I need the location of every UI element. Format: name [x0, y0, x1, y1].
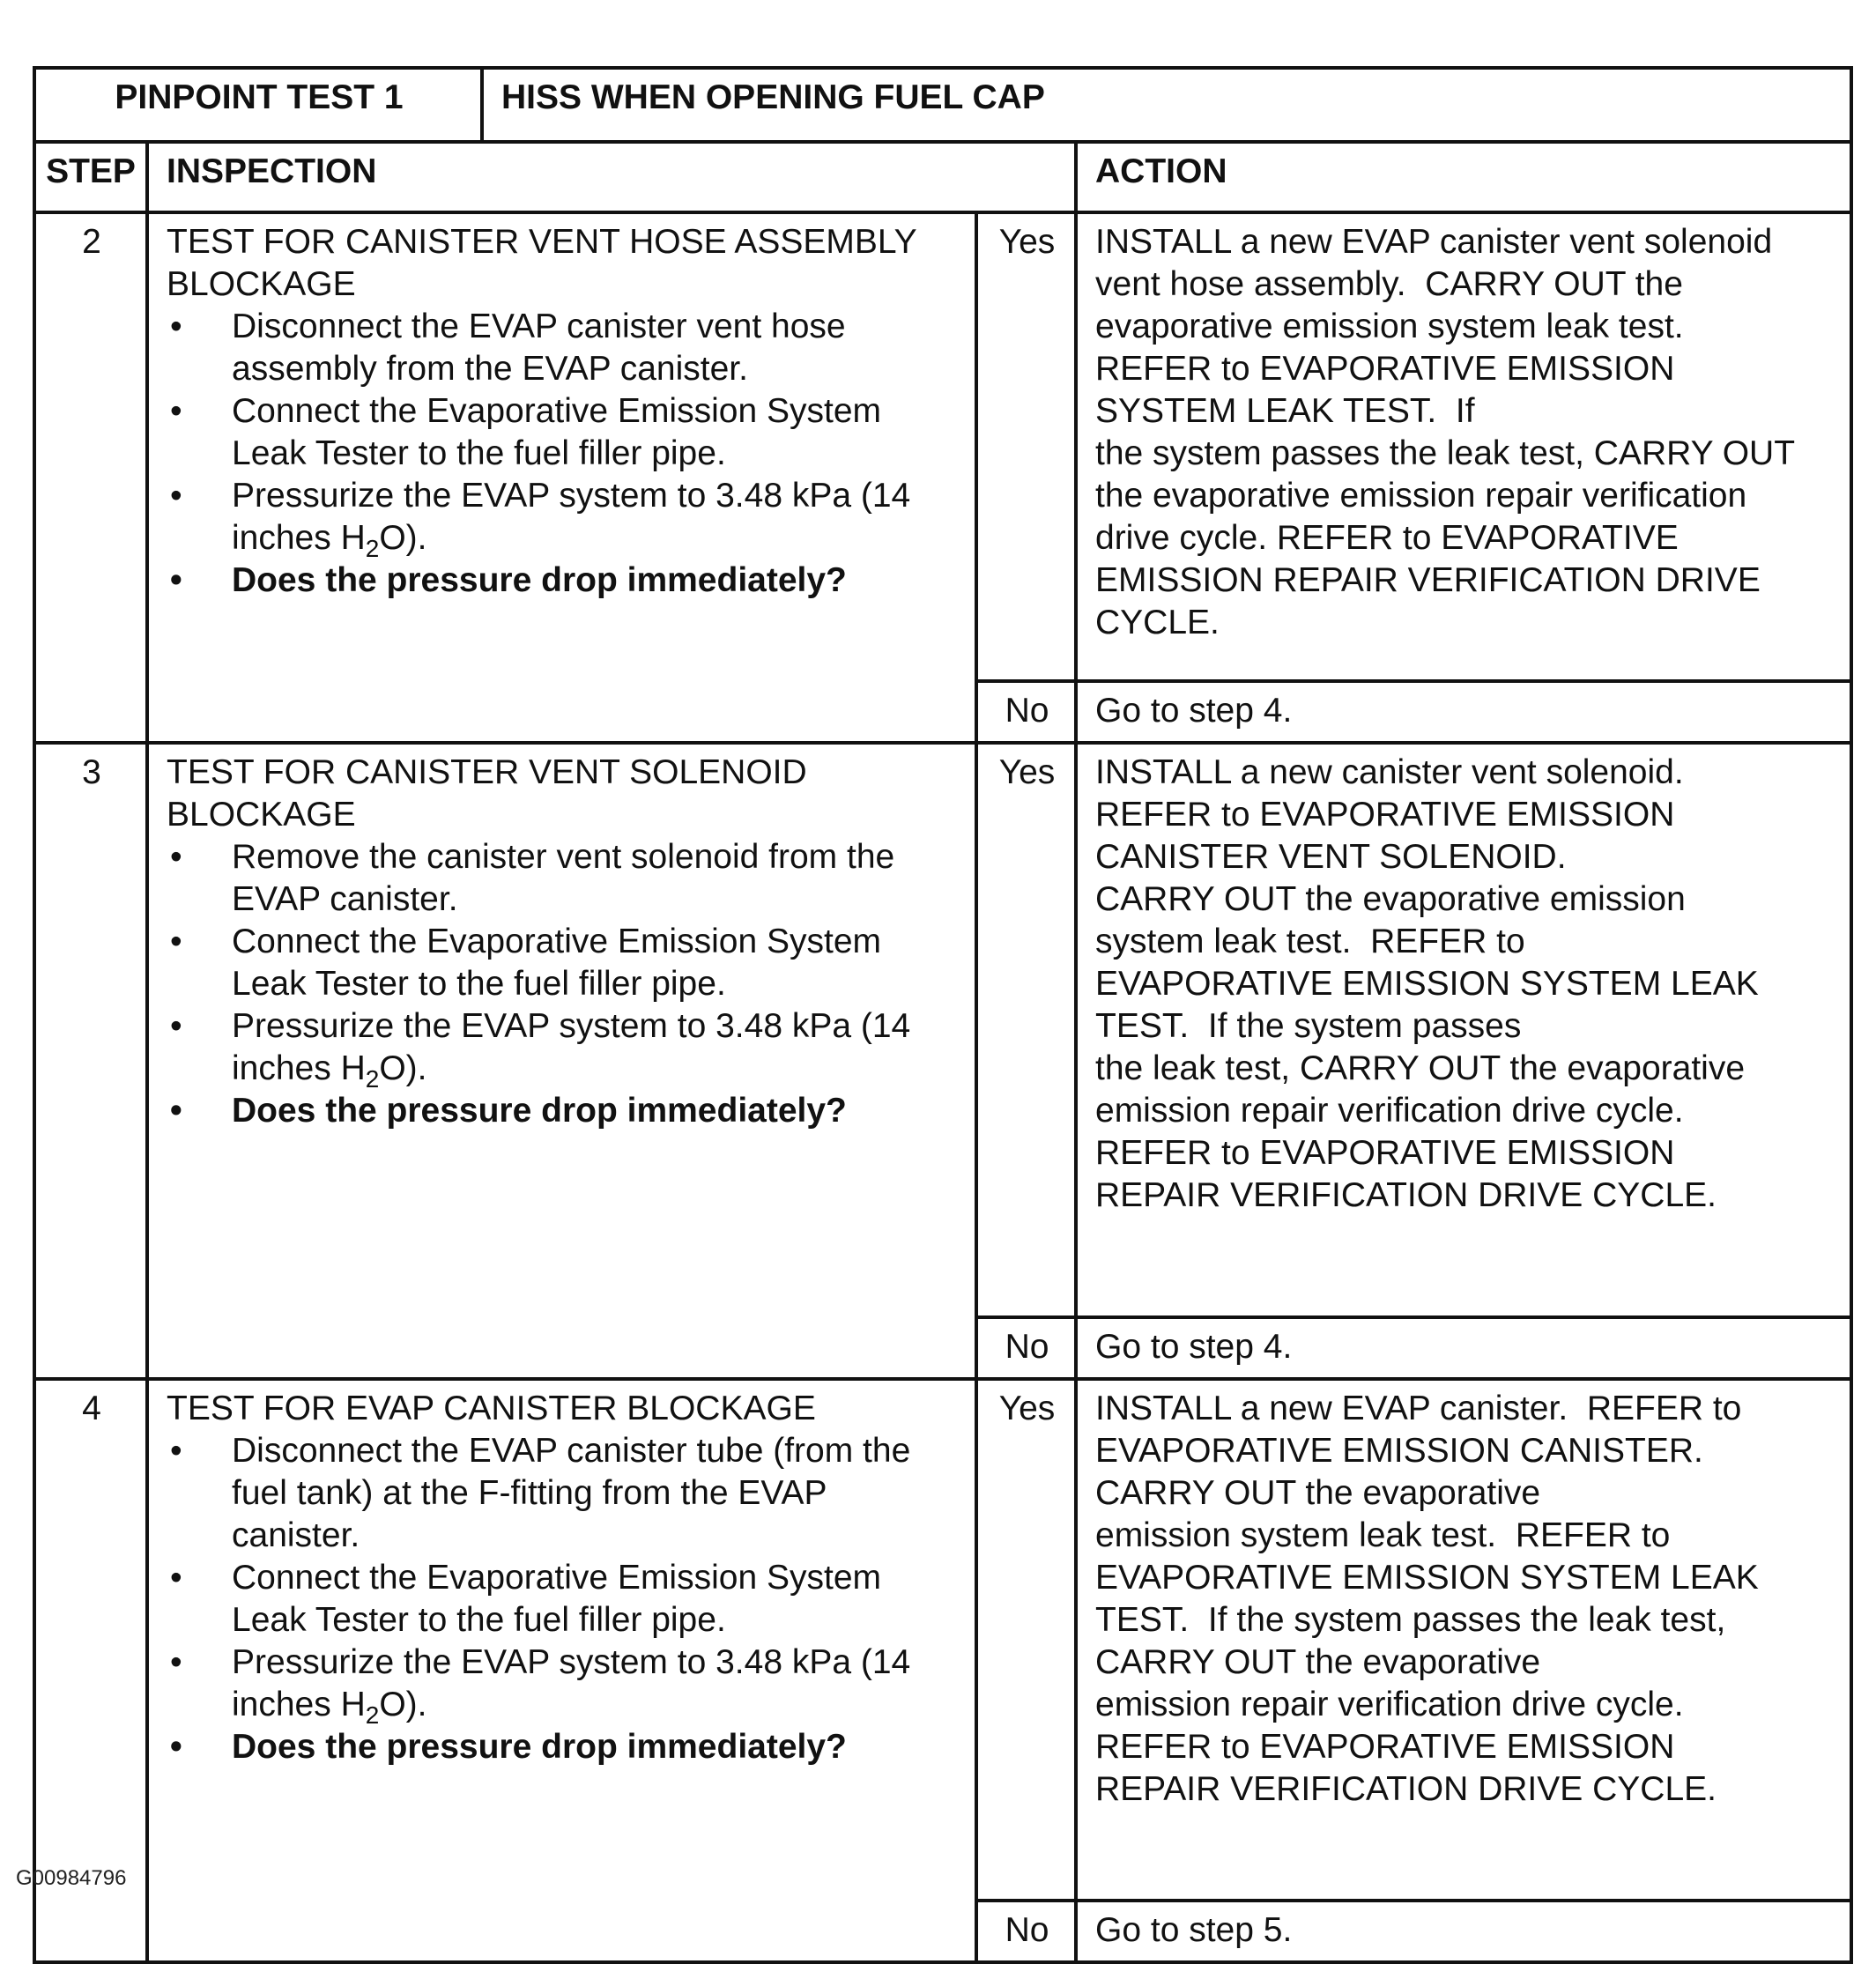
- bullet-text: Disconnect the EVAP canister vent hose assembly from the EVAP canister.: [232, 308, 846, 388]
- no-label: No: [976, 1901, 1076, 1962]
- bullet-icon: •: [170, 1432, 182, 1470]
- action-line: the leak test, CARRY OUT the evaporative: [1095, 1049, 1746, 1087]
- inspection-bullet-list: [167, 1430, 959, 1768]
- action-line: REPAIR VERIFICATION DRIVE CYCLE.: [1095, 1176, 1717, 1214]
- no-action: Go to step 4.: [1076, 1317, 1851, 1379]
- test-step-title-line: BLOCKAGE: [167, 265, 356, 303]
- inspection-bullet: [167, 836, 959, 921]
- action-line: REFER to EVAPORATIVE EMISSION: [1095, 350, 1675, 388]
- test-step-title: [167, 221, 959, 306]
- bullet-icon: •: [170, 923, 182, 960]
- header-row: [34, 142, 1851, 212]
- inspection-bullet: [167, 1005, 959, 1093]
- subscript: 2: [365, 1701, 380, 1729]
- test-number: PINPOINT TEST 1: [34, 68, 482, 142]
- action-line: emission repair verification drive cycle.: [1095, 1686, 1684, 1723]
- step-number: 2: [34, 212, 147, 743]
- action-line: emission repair verification drive cycle.: [1095, 1092, 1684, 1130]
- action-line: CARRY OUT the evaporative: [1095, 1474, 1541, 1512]
- step-number: 3: [34, 743, 147, 1379]
- figure-id: G00984796: [16, 1866, 127, 1890]
- action-line: CARRY OUT the evaporative emission: [1095, 880, 1686, 918]
- action-line: INSTALL a new EVAP canister vent solenoid: [1095, 223, 1773, 261]
- inspection-cell: [147, 1379, 976, 1962]
- action-line: EVAPORATIVE EMISSION SYSTEM LEAK: [1095, 1559, 1759, 1597]
- title-row: [34, 68, 1851, 142]
- no-label: No: [976, 681, 1076, 743]
- action-line: emission system leak test. REFER to: [1095, 1516, 1671, 1554]
- step-row: [34, 212, 1851, 681]
- test-step-title-line: BLOCKAGE: [167, 796, 356, 834]
- action-line: REFER to EVAPORATIVE EMISSION: [1095, 796, 1675, 834]
- step-row: [34, 1379, 1851, 1901]
- yes-action: [1076, 212, 1851, 681]
- test-step-title-line: TEST FOR EVAP CANISTER BLOCKAGE: [167, 1390, 816, 1427]
- bullet-icon: •: [170, 1643, 182, 1681]
- inspection-bullet: [167, 921, 959, 1005]
- bullet-text: Pressurize the EVAP system to 3.48 kPa (14 inches H: [232, 477, 911, 557]
- yes-label: Yes: [976, 743, 1076, 1317]
- bullet-text: Disconnect the EVAP canister tube (from the fuel tank) at the F-fitting from the EVAP canister.: [232, 1432, 911, 1554]
- action-line: INSTALL a new canister vent solenoid.: [1095, 753, 1684, 791]
- bullet-icon: •: [170, 1007, 182, 1045]
- action-line: SYSTEM LEAK TEST. If: [1095, 392, 1475, 430]
- action-line: evaporative emission system leak test.: [1095, 308, 1684, 345]
- pinpoint-test-table: [33, 66, 1853, 1964]
- bullet-text: Does the pressure drop immediately?: [232, 1728, 847, 1766]
- test-step-title-line: TEST FOR CANISTER VENT HOSE ASSEMBLY: [167, 223, 917, 261]
- bullet-icon: •: [170, 1728, 182, 1766]
- inspection-cell: [147, 743, 976, 1379]
- action-line: CARRY OUT the evaporative: [1095, 1643, 1541, 1681]
- inspection-question: [167, 560, 959, 602]
- action-line: drive cycle. REFER to EVAPORATIVE: [1095, 519, 1679, 557]
- test-title: HISS WHEN OPENING FUEL CAP: [482, 68, 1851, 142]
- test-step-title-line: TEST FOR CANISTER VENT SOLENOID: [167, 753, 807, 791]
- bullet-text: Connect the Evaporative Emission System Leak Tester to the fuel filler pipe.: [232, 392, 882, 472]
- test-step-title: [167, 1388, 959, 1430]
- bullet-icon: •: [170, 477, 182, 515]
- action-line: CYCLE.: [1095, 604, 1220, 641]
- step-number: 4: [34, 1379, 147, 1962]
- yes-action: [1076, 1379, 1851, 1901]
- yes-label: Yes: [976, 1379, 1076, 1901]
- inspection-bullet: [167, 475, 959, 560]
- subscript: 2: [365, 1064, 380, 1093]
- inspection-cell: [147, 212, 976, 743]
- action-line: TEST. If the system passes the leak test,: [1095, 1601, 1726, 1639]
- action-line: vent hose assembly. CARRY OUT the: [1095, 265, 1683, 303]
- inspection-bullet: [167, 1557, 959, 1642]
- inspection-question: [167, 1090, 959, 1132]
- test-step-title: [167, 752, 959, 836]
- bullet-text: Does the pressure drop immediately?: [232, 561, 847, 599]
- yes-action: [1076, 743, 1851, 1317]
- action-line: EVAPORATIVE EMISSION SYSTEM LEAK: [1095, 965, 1759, 1003]
- inspection-bullet-list: [167, 836, 959, 1132]
- yes-label: Yes: [976, 212, 1076, 681]
- pinpoint-test-sheet: [33, 66, 1850, 1964]
- inspection-bullet: [167, 306, 959, 390]
- inspection-bullet: [167, 1642, 959, 1729]
- action-line: EVAPORATIVE EMISSION CANISTER.: [1095, 1432, 1703, 1470]
- bullet-text: O).: [379, 519, 427, 557]
- action-line: CANISTER VENT SOLENOID.: [1095, 838, 1567, 876]
- action-line: system leak test. REFER to: [1095, 923, 1525, 960]
- step-column-header: STEP: [34, 142, 147, 212]
- action-line: REPAIR VERIFICATION DRIVE CYCLE.: [1095, 1770, 1717, 1808]
- bullet-text: Connect the Evaporative Emission System Leak Tester to the fuel filler pipe.: [232, 1559, 882, 1639]
- action-line: the evaporative emission repair verification: [1095, 477, 1747, 515]
- step-row: [34, 743, 1851, 1317]
- bullet-text: O).: [379, 1049, 427, 1087]
- action-line: the system passes the leak test, CARRY OUT: [1095, 434, 1796, 472]
- bullet-icon: •: [170, 392, 182, 430]
- bullet-text: Does the pressure drop immediately?: [232, 1092, 847, 1130]
- bullet-text: Remove the canister vent solenoid from the EVAP canister.: [232, 838, 895, 918]
- action-line: REFER to EVAPORATIVE EMISSION: [1095, 1134, 1675, 1172]
- inspection-bullet: [167, 390, 959, 475]
- bullet-icon: •: [170, 838, 182, 876]
- no-action: Go to step 4.: [1076, 681, 1851, 743]
- bullet-icon: •: [170, 308, 182, 345]
- no-action: Go to step 5.: [1076, 1901, 1851, 1962]
- bullet-text: Connect the Evaporative Emission System Leak Tester to the fuel filler pipe.: [232, 923, 882, 1003]
- bullet-icon: •: [170, 561, 182, 599]
- inspection-column-header: INSPECTION: [147, 142, 1076, 212]
- action-line: EMISSION REPAIR VERIFICATION DRIVE: [1095, 561, 1761, 599]
- action-line: TEST. If the system passes: [1095, 1007, 1522, 1045]
- bullet-text: O).: [379, 1686, 427, 1723]
- bullet-text: Pressurize the EVAP system to 3.48 kPa (14 inches H: [232, 1007, 911, 1087]
- action-column-header: ACTION: [1076, 142, 1851, 212]
- inspection-bullet-list: [167, 306, 959, 602]
- inspection-bullet: [167, 1430, 959, 1557]
- subscript: 2: [365, 534, 380, 562]
- bullet-icon: •: [170, 1092, 182, 1130]
- inspection-question: [167, 1726, 959, 1768]
- action-line: REFER to EVAPORATIVE EMISSION: [1095, 1728, 1675, 1766]
- action-line: INSTALL a new EVAP canister. REFER to: [1095, 1390, 1742, 1427]
- no-label: No: [976, 1317, 1076, 1379]
- bullet-icon: •: [170, 1559, 182, 1597]
- bullet-text: Pressurize the EVAP system to 3.48 kPa (14 inches H: [232, 1643, 911, 1723]
